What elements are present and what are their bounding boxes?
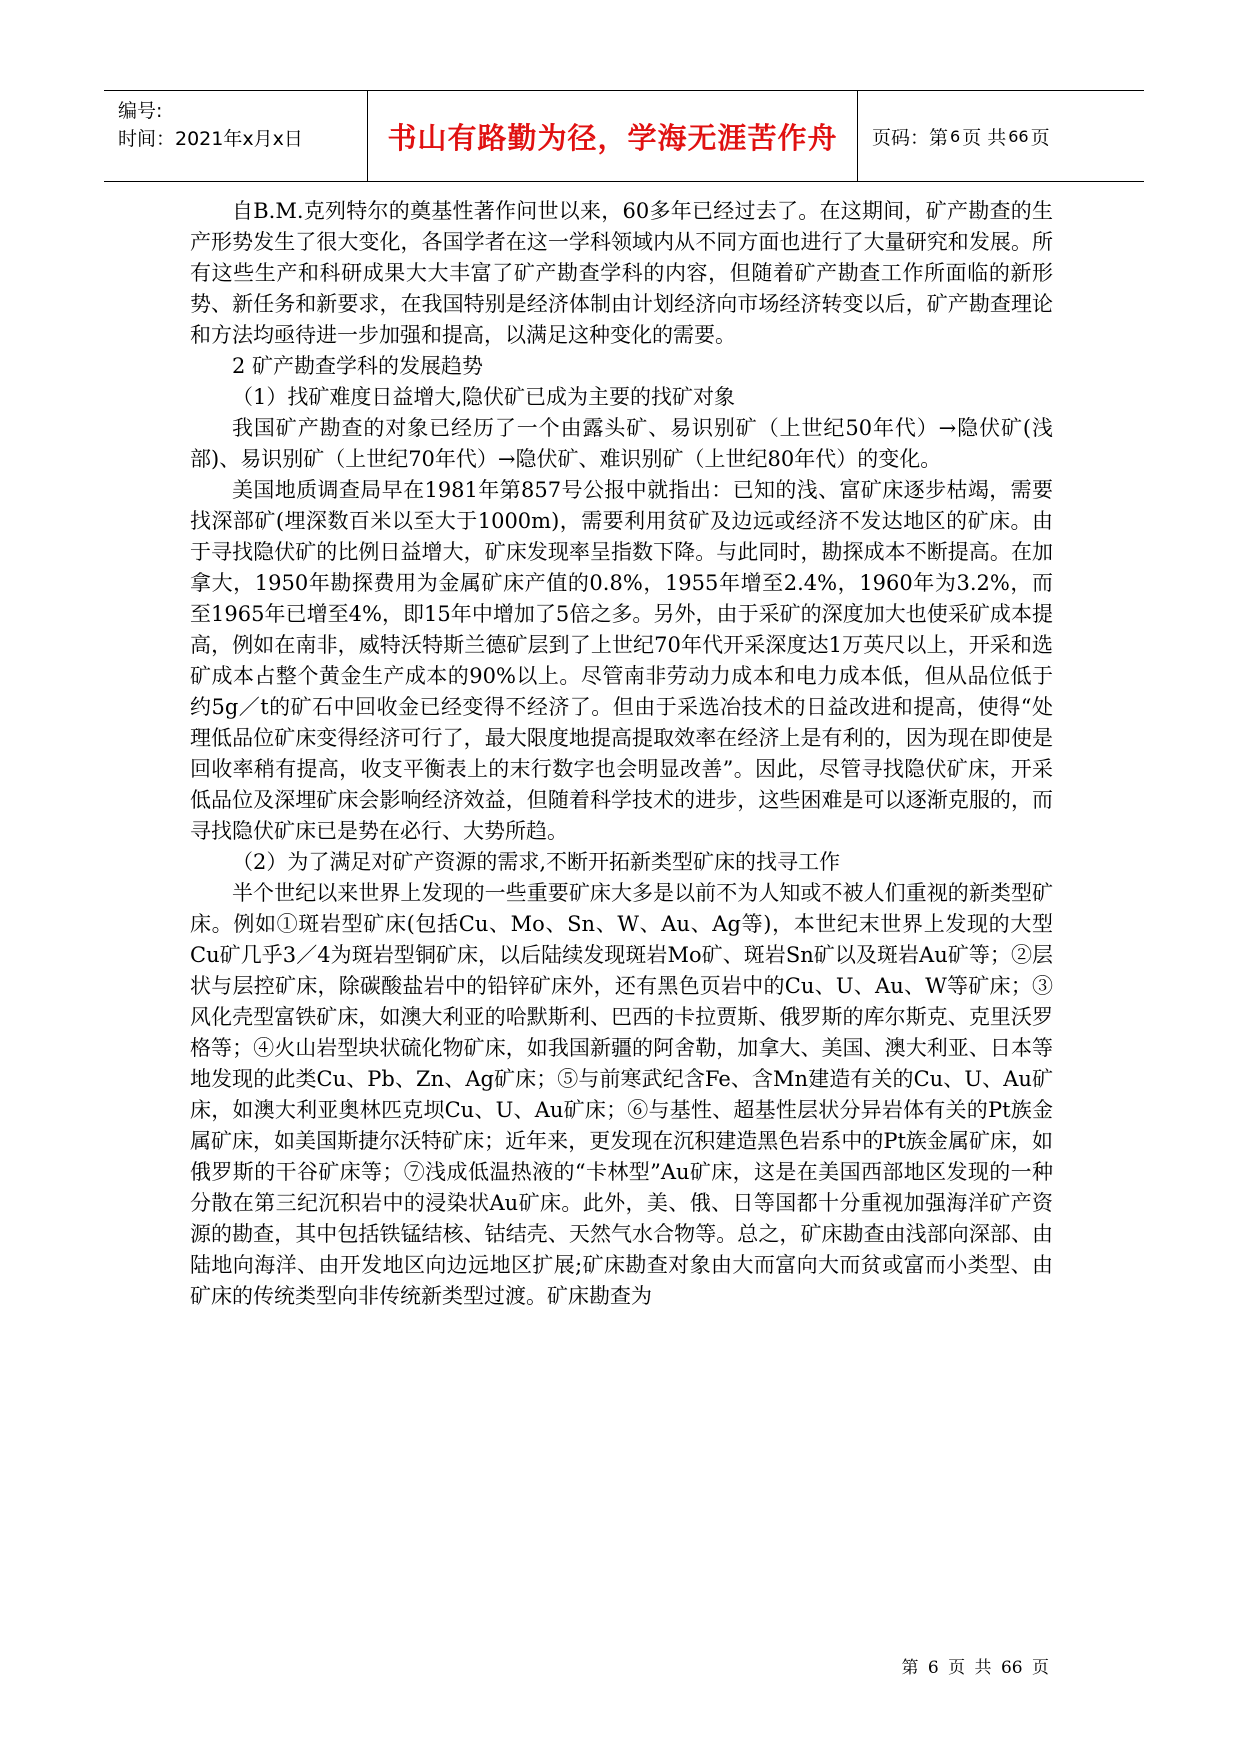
- date-text: 时间：2021年x月x日: [118, 128, 303, 150]
- page-suffix: 页: [1030, 126, 1050, 149]
- body-paragraph: 自B.M.克列特尔的奠基性著作问世以来，60多年已经过去了。在这期间，矿产勘查的生产形势发生了很大变化，各国学者在这一学科领域内从不同方面也进行了大量研究和发展。所有这些生产和科研成果大大丰富了矿产勘查学科的内容，但随着矿产勘查工作所面临的新形势、新任务和新要求，在我国特别是经济体制由计划经济向市场经济转变以后，矿产勘查理论和方法均亟待进一步加强和提高，以满足这种变化的需要。: [190, 199, 1053, 347]
- section-heading: 2 矿产勘查学科的发展趋势: [232, 354, 484, 378]
- page-header: [104, 90, 1144, 182]
- page-prefix: 页码：第: [872, 126, 949, 149]
- serial-number-label: 编号:: [118, 100, 163, 122]
- body-paragraph: 美国地质调查局早在1981年第857号公报中就指出：已知的浅、富矿床逐步枯竭，需要找深部矿(埋深数百米以至大于1000m)，需要利用贫矿及边远或经济不发达地区的矿床。由于寻找隐伏矿的比例日益增大，矿床发现率呈指数下降。与此同时，勘探成本不断提高。在加拿大，1950年勘探费用为金属矿床产值的0.8%，1955年增至2.4%，1960年为3.2%，而至1965年已增至4%，即15年中增加了5倍之多。另外，由于采矿的深度加大也使采矿成本提高，例如在南非，威特沃特斯兰德矿层到了上世纪70年代开采深度达1万英尺以上，开采和选矿成本占整个黄金生产成本的90%以上。尽管南非劳动力成本和电力成本低，但从品位低于约5g／t的矿石中回收金已经变得不经济了。但由于采选冶技术的日益改进和提高，使得“处理低品位矿床变得经济可行了，最大限度地提高提取效率在经济上是有利的，因为现在即使是回收率稍有提高，收支平衡表上的末行数字也会明显改善”。因此，尽管寻找隐伏矿床，开采低品位及深埋矿床会影响经济效益，但随着科学技术的进步，这些困难是可以逐渐克服的，而寻找隐伏矿床已是势在必行、大势所趋。: [190, 478, 1053, 843]
- page-footer: 第 6 页 共 66 页: [901, 1658, 1049, 1678]
- page-number: 6: [950, 126, 961, 146]
- subsection-heading: （2）为了满足对矿产资源的需求,不断开拓新类型矿床的找寻工作: [232, 850, 841, 874]
- motto-cell: [368, 91, 858, 181]
- body-paragraph: 我国矿产勘查的对象已经历了一个由露头矿、易识别矿（上世纪50年代）→隐伏矿(浅部)、易识别矿（上世纪70年代）→隐伏矿、难识别矿（上世纪80年代）的变化。: [190, 416, 1053, 471]
- page-total: 66: [1008, 126, 1029, 146]
- body-paragraph: 半个世纪以来世界上发现的一些重要矿床大多是以前不为人知或不被人们重视的新类型矿床。例如①斑岩型矿床(包括Cu、Mo、Sn、W、Au、Ag等)，本世纪末世界上发现的大型Cu矿几乎3／4为斑岩型铜矿床，以后陆续发现斑岩Mo矿、斑岩Sn矿以及斑岩Au矿等；②层状与层控矿床，除碳酸盐岩中的铅锌矿床外，还有黑色页岩中的Cu、U、Au、W等矿床；③风化壳型富铁矿床，如澳大利亚的哈默斯利、巴西的卡拉贾斯、俄罗斯的库尔斯克、克里沃罗格等；④火山岩型块状硫化物矿床，如我国新疆的阿舍勒，加拿大、美国、澳大利亚、日本等地发现的此类Cu、Pb、Zn、Ag矿床；⑤与前寒武纪含Fe、含Mn建造有关的Cu、U、Au矿床，如澳大利亚奥林匹克坝Cu、U、Au矿床；⑥与基性、超基性层状分异岩体有关的Pt族金属矿床，如美国斯捷尔沃特矿床；近年来，更发现在沉积建造黑色岩系中的Pt族金属矿床，如俄罗斯的干谷矿床等；⑦浅成低温热液的“卡林型”Au矿床，这是在美国西部地区发现的一种分散在第三纪沉积岩中的浸染状Au矿床。此外，美、俄、日等国都十分重视加强海洋矿产资源的勘查，其中包括铁锰结核、钴结壳、天然气水合物等。总之，矿床勘查由浅部向深部、由陆地向海洋、由开发地区向边远地区扩展;矿床勘查对象由大而富向大而贫或富而小类型、由矿床的传统类型向非传统新类型过渡。矿床勘查为: [190, 881, 1054, 1308]
- document-body: [190, 196, 1053, 1312]
- page-middle: 页 共: [962, 126, 1007, 149]
- motto-text: 书山有路勤为径，学海无涯苦作舟: [387, 120, 838, 155]
- header-info-cell: [104, 91, 368, 181]
- page-info-cell: [858, 91, 1144, 181]
- subsection-heading: （1）找矿难度日益增大,隐伏矿已成为主要的找矿对象: [232, 385, 736, 409]
